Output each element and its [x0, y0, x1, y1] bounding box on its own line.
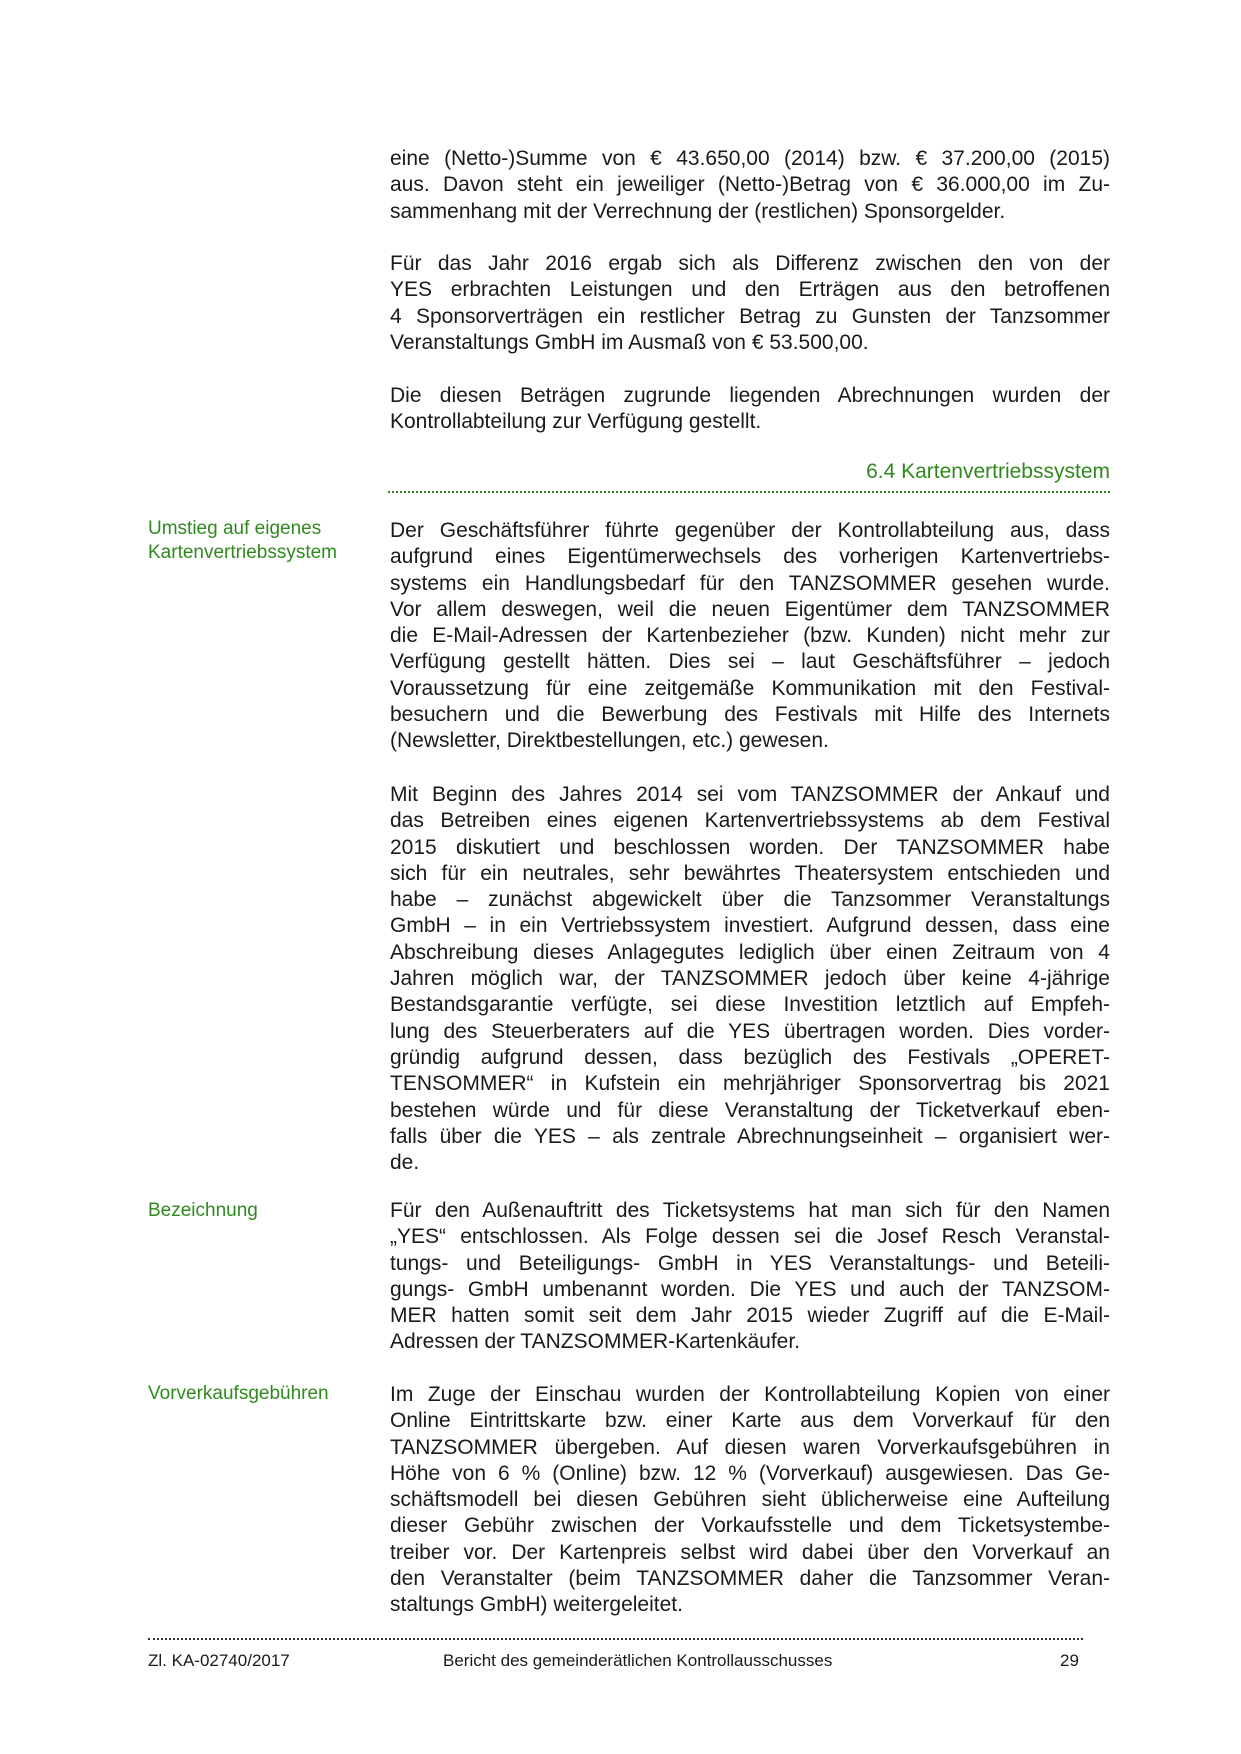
margin-note-umstieg	[148, 517, 378, 565]
paragraph-year-2016	[390, 251, 1110, 356]
paragraph-summary-amounts	[390, 146, 1110, 225]
text-line: falls über die YES – als zentrale Abrechnungseinheit – organisiert wer-	[390, 1124, 1110, 1148]
text-line: 2015 diskutiert und beschlossen worden. Der TANZSOMMER habe	[390, 835, 1110, 859]
margin-note-line: Umstieg auf eigenes	[148, 518, 322, 539]
text-line: schäftsmodell bei diesen Gebühren sieht üblicherweise eine Aufteilung	[390, 1488, 1110, 1512]
text-line: Vor allem deswegen, weil die neuen Eigentümer dem TANZSOMMER	[390, 597, 1110, 621]
text-line: aufgrund eines Eigentümerwechsels des vorherigen Kartenvertriebs-	[390, 545, 1110, 569]
text-line: sammenhang mit der Verrechnung der (restlichen) Sponsorgelder.	[390, 199, 1006, 223]
text-line: gungs- GmbH umbenannt worden. Die YES und auch der TANZSOM-	[390, 1277, 1110, 1301]
footer-page-number: 29	[1060, 1651, 1079, 1670]
text-line: Für den Außenauftritt des Ticketsystems hat man sich für den Namen	[390, 1199, 1110, 1222]
text-line: gründig aufgrund dessen, dass bezüglich des Festivals „OPERET-	[390, 1045, 1110, 1069]
paragraph-name-yes	[390, 1198, 1110, 1356]
text-line: TANZSOMMER übergeben. Auf diesen waren Vorverkaufsgebühren in	[390, 1435, 1110, 1459]
text-line: Für das Jahr 2016 ergab sich als Differenz zwischen den von der	[390, 252, 1110, 275]
text-line: besuchern und die Bewerbung des Festivals mit Hilfe des Internets	[390, 703, 1110, 727]
section-heading-divider	[388, 491, 1110, 493]
text-line: MER hatten somit seit dem Jahr 2015 wieder Zugriff auf die E-Mail-	[390, 1304, 1110, 1328]
text-line: Die diesen Beträgen zugrunde liegenden Abrechnungen wurden der	[390, 384, 1110, 407]
text-line: systems ein Handlungsbedarf für den TANZSOMMER gesehen wurde.	[390, 571, 1110, 595]
footer-title: Bericht des gemeinderätlichen Kontrollausschusses	[443, 1651, 833, 1670]
text-line: Im Zuge der Einschau wurden der Kontrollabteilung Kopien von einer	[390, 1383, 1110, 1406]
paragraph-abrechnungen	[390, 383, 1110, 436]
text-line: lung des Steuerberaters auf die YES übertragen worden. Dies vorder-	[390, 1019, 1110, 1043]
text-line: Jahren möglich war, der TANZSOMMER jedoch über keine 4-jährige	[390, 967, 1110, 991]
text-line: treiber vor. Der Kartenpreis selbst wird dabei über den Vorverkauf an	[390, 1540, 1110, 1564]
paragraph-eigentuemerwechsel	[390, 518, 1110, 755]
text-line: bestehen würde und für diese Veranstaltung der Ticketverkauf eben-	[390, 1098, 1110, 1122]
paragraph-vorverkaufsgebuehren	[390, 1382, 1110, 1619]
text-line: „YES“ entschlossen. Als Folge dessen sei die Josef Resch Veranstal-	[390, 1225, 1110, 1249]
text-line: Voraussetzung für eine zeitgemäße Kommunikation mit den Festival-	[390, 676, 1110, 700]
text-line: tungs- und Beteiligungs- GmbH in YES Veranstaltungs- und Beteili-	[390, 1251, 1110, 1275]
text-line: Adressen der TANZSOMMER-Kartenkäufer.	[390, 1330, 801, 1354]
text-line: Der Geschäftsführer führte gegenüber der Kontrollabteilung aus, dass	[390, 519, 1110, 542]
margin-note-bezeichnung: Bezeichnung	[148, 1200, 258, 1221]
text-line: das Betreiben eines eigenen Kartenvertriebssystems ab dem Festival	[390, 809, 1110, 833]
text-line: Kontrollabteilung zur Verfügung gestellt.	[390, 410, 762, 434]
text-line: TENSOMMER“ in Kufstein ein mehrjähriger Sponsorvertrag bis 2021	[390, 1072, 1110, 1096]
text-line: den Veranstalter (beim TANZSOMMER daher die Tanzsommer Veran-	[390, 1567, 1110, 1591]
footer-divider	[148, 1638, 1083, 1640]
text-line: Mit Beginn des Jahres 2014 sei vom TANZSOMMER der Ankauf und	[390, 783, 1110, 806]
footer-reference: Zl. KA-02740/2017	[148, 1651, 290, 1670]
text-line: dieser Gebühr zwischen der Vorkaufsstelle und dem Ticketsystembe-	[390, 1514, 1110, 1538]
margin-note-vorverkauf: Vorverkaufsgebühren	[148, 1383, 329, 1404]
text-line: Veranstaltungs GmbH im Ausmaß von € 53.500,00.	[390, 330, 869, 354]
text-line: habe – zunächst abgewickelt über die Tanzsommer Veranstaltungs	[390, 888, 1110, 912]
text-line: Höhe von 6 % (Online) bzw. 12 % (Vorverkauf) ausgewiesen. Das Ge-	[390, 1461, 1110, 1485]
text-line: Verfügung gestellt hätten. Dies sei – laut Geschäftsführer – jedoch	[390, 650, 1110, 674]
paragraph-ankauf-2014	[390, 782, 1110, 1176]
text-line: eine (Netto-)Summe von € 43.650,00 (2014) bzw. € 37.200,00 (2015)	[390, 147, 1110, 170]
text-line: GmbH – in ein Vertriebssystem investiert. Aufgrund dessen, dass eine	[390, 914, 1110, 938]
text-line: Abschreibung dieses Anlagegutes lediglich über einen Zeitraum von 4	[390, 940, 1110, 964]
section-heading: 6.4 Kartenvertriebssystem	[866, 460, 1110, 483]
text-line: YES erbrachten Leistungen und den Erträgen aus den betroffenen	[390, 278, 1110, 302]
text-line: aus. Davon steht ein jeweiliger (Netto-)Betrag von € 36.000,00 im Zu-	[390, 173, 1110, 197]
text-line: (Newsletter, Direktbestellungen, etc.) gewesen.	[390, 729, 829, 753]
text-line: sich für ein neutrales, sehr bewährtes Theatersystem entschieden und	[390, 861, 1110, 885]
text-line: Online Eintrittskarte bzw. einer Karte aus dem Vorverkauf für den	[390, 1409, 1110, 1433]
text-line: die E-Mail-Adressen der Kartenbezieher (bzw. Kunden) nicht mehr zur	[390, 624, 1110, 648]
margin-note-line: Kartenvertriebssystem	[148, 542, 338, 563]
text-line: de.	[390, 1151, 420, 1175]
text-line: 4 Sponsorverträgen ein restlicher Betrag zu Gunsten der Tanzsommer	[390, 304, 1110, 328]
text-line: Bestandsgarantie verfügte, sei diese Investition letztlich auf Empfeh-	[390, 993, 1110, 1017]
text-line: staltungs GmbH) weitergeleitet.	[390, 1593, 683, 1617]
